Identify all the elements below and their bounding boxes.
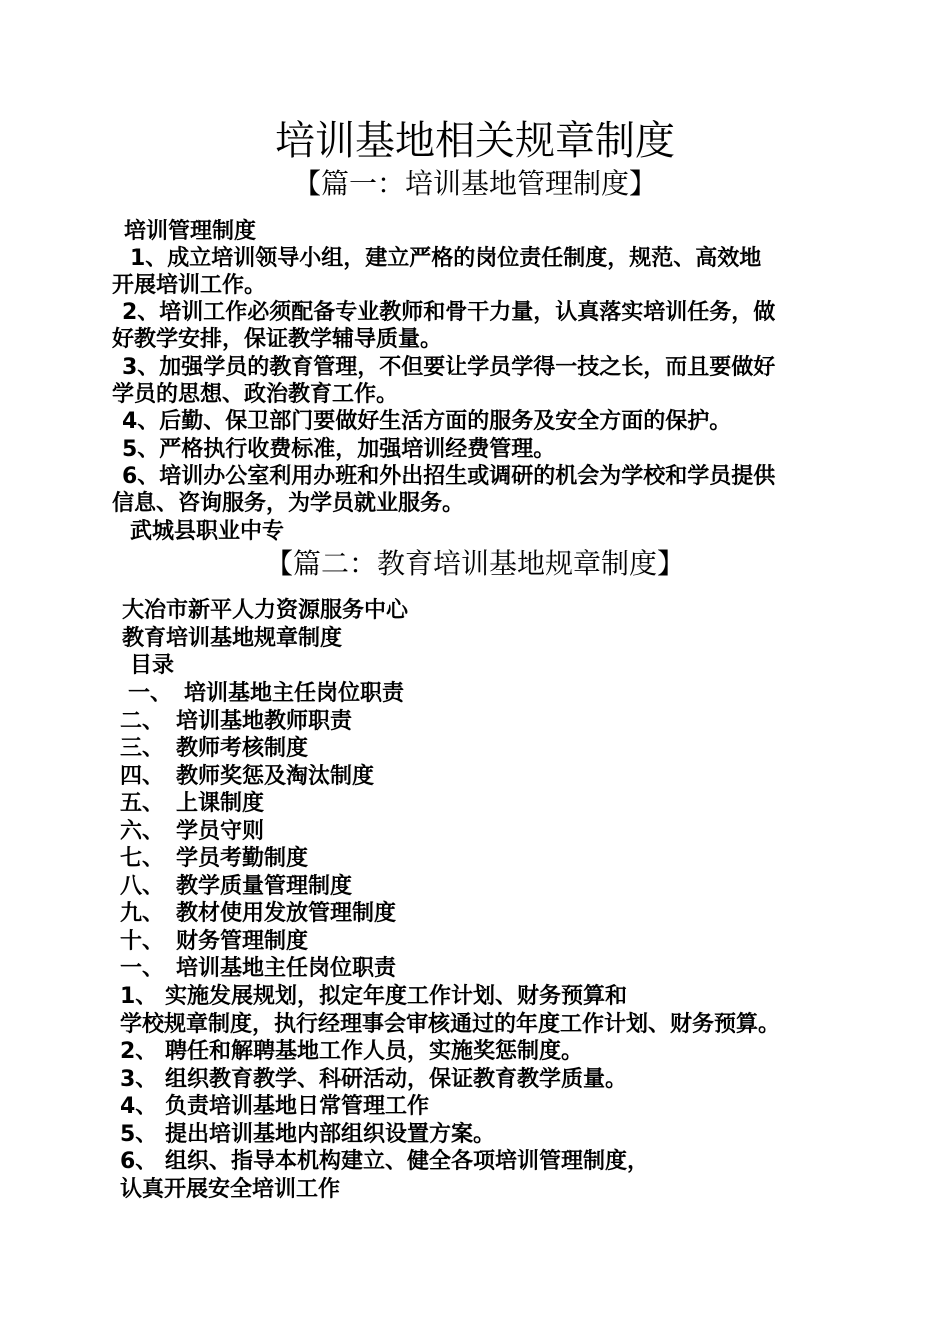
- section1-heading: [120, 955, 396, 983]
- toc-item: [120, 928, 308, 956]
- toc-item-number: 十、: [120, 929, 165, 954]
- section1-line: 认真开展安全培训工作: [120, 1177, 341, 1202]
- part1-line: 好教学安排，保证教学辅导质量。: [112, 327, 443, 352]
- part1-line: 1、成立培训领导小组，建立严格的岗位责任制度，规范、高效地: [130, 246, 762, 271]
- part1-line: 信息、咨询服务，为学员就业服务。: [112, 491, 465, 516]
- toc-item-text: 教师奖惩及淘汰制度: [176, 764, 375, 789]
- part1-line: 6、培训办公室利用办班和外出招生或调研的机会为学校和学员提供: [122, 464, 776, 489]
- toc-item-number: 六、: [120, 819, 165, 844]
- toc-item-text: 财务管理制度: [176, 929, 309, 954]
- part2-heading: 【篇二：教育培训基地规章制度】: [264, 547, 685, 580]
- part1-line: 4、后勤、保卫部门要做好生活方面的服务及安全方面的保护。: [122, 409, 732, 434]
- toc-item: [128, 680, 404, 708]
- section1-line: 3、 组织教育教学、科研活动，保证教育教学质量。: [120, 1067, 627, 1092]
- part1-signature: 武城县职业中专: [130, 519, 285, 544]
- part1-section-title: 培训管理制度: [124, 219, 257, 244]
- toc-item-number: 五、: [120, 791, 165, 816]
- part1-line: 开展培训工作。: [112, 273, 267, 298]
- toc-item-text: 学员考勤制度: [176, 846, 309, 871]
- toc-item-number: 八、: [120, 874, 165, 899]
- toc-item-text: 培训基地教师职责: [176, 709, 353, 734]
- toc-item-text: 学员守则: [176, 819, 265, 844]
- toc-item: [120, 790, 264, 818]
- toc-item-number: 三、: [120, 736, 165, 761]
- toc-item-number: 四、: [120, 764, 165, 789]
- section1-heading-text: 培训基地主任岗位职责: [176, 956, 397, 981]
- toc-item: [120, 763, 374, 791]
- part2-org: 大冶市新平人力资源服务中心: [122, 598, 409, 623]
- part1-line: 2、培训工作必须配备专业教师和骨干力量，认真落实培训任务，做: [122, 300, 776, 325]
- section1-line: 4、 负责培训基地日常管理工作: [120, 1094, 429, 1119]
- part1-heading: 【篇一：培训基地管理制度】: [292, 167, 657, 200]
- toc-item: [120, 708, 352, 736]
- toc-item: [120, 735, 308, 763]
- toc-item-text: 教材使用发放管理制度: [176, 901, 397, 926]
- part2-doc-title: 教育培训基地规章制度: [122, 626, 343, 651]
- toc-item: [120, 845, 308, 873]
- part1-line: 5、严格执行收费标准，加强培训经费管理。: [122, 437, 556, 462]
- toc-label: 目录: [130, 653, 175, 678]
- toc-item-number: 一、: [128, 681, 173, 706]
- section1-heading-number: 一、: [120, 956, 165, 981]
- section1-line: 5、 提出培训基地内部组织设置方案。: [120, 1122, 495, 1147]
- toc-item: [120, 818, 264, 846]
- section1-line: 1、 实施发展规划，拟定年度工作计划、财务预算和: [120, 984, 627, 1009]
- toc-item: [120, 900, 396, 928]
- document-title: 培训基地相关规章制度: [275, 118, 675, 164]
- toc-item-text: 培训基地主任岗位职责: [184, 681, 405, 706]
- part1-line: 学员的思想、政治教育工作。: [112, 382, 399, 407]
- part1-line: 3、加强学员的教育管理，不但要让学员学得一技之长，而且要做好: [122, 355, 776, 380]
- toc-item-number: 二、: [120, 709, 165, 734]
- toc-item: [120, 873, 352, 901]
- toc-item-text: 教学质量管理制度: [176, 874, 353, 899]
- section1-line: 2、 聘任和解聘基地工作人员，实施奖惩制度。: [120, 1039, 583, 1064]
- section1-line: 6、 组织、指导本机构建立、健全各项培训管理制度，: [120, 1149, 649, 1174]
- section1-line: 学校规章制度，执行经理事会审核通过的年度工作计划、财务预算。: [120, 1012, 781, 1037]
- toc-item-text: 上课制度: [176, 791, 265, 816]
- toc-item-number: 九、: [120, 901, 165, 926]
- toc-item-number: 七、: [120, 846, 165, 871]
- toc-item-text: 教师考核制度: [176, 736, 309, 761]
